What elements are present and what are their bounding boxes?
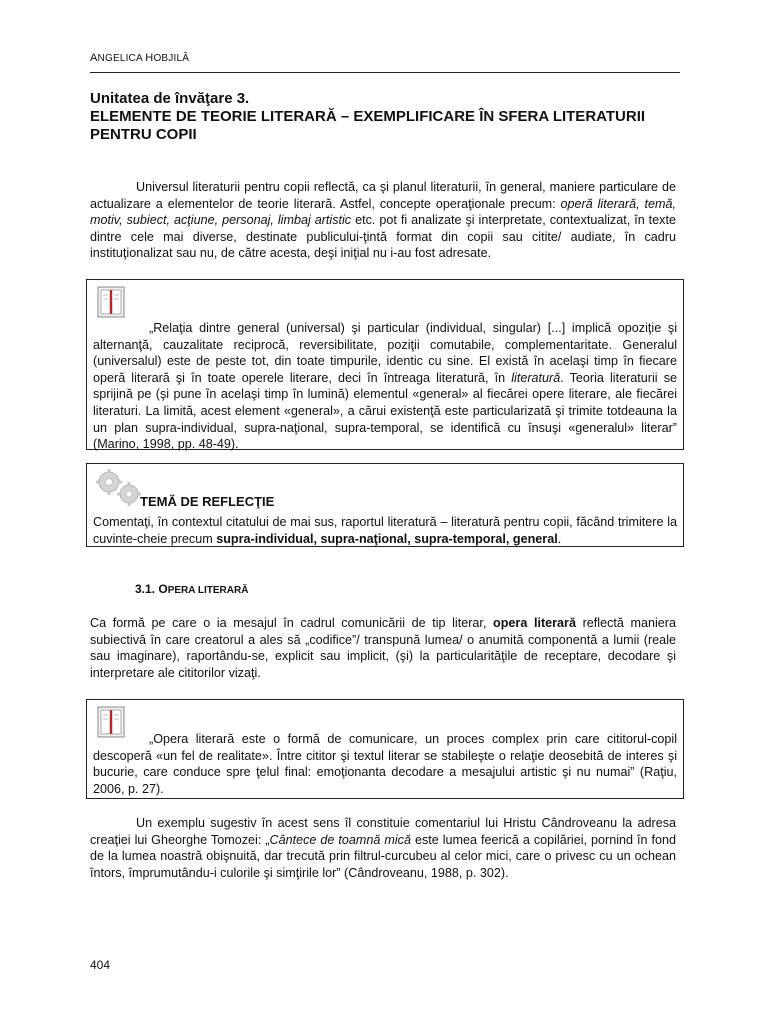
quote-box-ratiu — [86, 699, 684, 799]
gears-icon — [93, 468, 143, 506]
book-icon — [97, 286, 125, 318]
quote-marino-text: „Relaţia dintre general (universal) şi particular (individual, singular) [...] implică opoziţie şi alternanţă, cauzalitate reciprocă, reversibilitate, poziţii comutabile, complementaritate. Generalul (universalul) este de peste tot, din toate timpurile, identic cu sine. El există în acelaşi timp în fiecare operă literară şi în toate operele literare, deci în întreaga literatură, în literatură. Teoria literaturii se sprijină pe (şi pune în acelaşi timp în lumină) elementul «general» al fiecărei opere literare, ale fiecărei literaturi. La limită, acest element «general», a cărui existenţă este particularizată şi trimite totdeauna la un plan supra-individual, supra-naţional, supra-temporal, se identifică cu însuşi «generalul» literar” (Marino, 1998, pp. 48-49). — [93, 321, 677, 452]
header-divider — [90, 72, 680, 73]
opera-paragraph: Ca formă pe care o ia mesajul în cadrul comunicării de tip literar, opera literară reflectă maniera subiectivă în care creatorul a ales să „codifice”/ transpună lumea/ o anumită componentă a lumii (reale sau imaginare), raportându-se, explicit sau implicit, (şi) la particularităţile de receptare, decodare şi interpretare ale cititorilor vizaţi. — [90, 616, 676, 680]
intro-paragraph: Universul literaturii pentru copii reflectă, ca şi planul literaturii, în general, maniere particulare de actualizare a elementelor de teorie literară. Astfel, concepte operaţionale precum: operă literară, temă, motiv, subiect, acţiune, personaj, limbaj artistic etc. pot fi analizate şi interpretate, contextualizat, în texte dintre cele mai diverse, destinate publicului-ţintă format din copii sau citite/ audiate, în cadru instituţionalizat sau nu, de către acesta, deşi iniţial nu i-au fost adresate. — [90, 180, 676, 261]
unit-heading — [90, 90, 690, 144]
quote-box-marino — [86, 279, 684, 450]
candroveanu-paragraph: Un exemplu sugestiv în acest sens îl constituie comentariul lui Hristu Cândroveanu la adresa creaţiei lui Gheorghe Tomozei: „Cântece de toamnă mică este lumea feerică a copilăriei, pornind în fond de la lumea noastră obişnuită, dar trecută prin filtrul-curcubeu al celor mici, care o privesc cu un ochean întors, împrumutându-i culorile şi simţirile lor” (Cândroveanu, 1988, p. 302). — [90, 816, 676, 880]
reflection-box — [86, 463, 684, 547]
reflection-title: TEMĂ DE REFLECŢIE — [140, 494, 275, 509]
page-number: 404 — [90, 958, 111, 972]
unit-title-line2: PENTRU COPII — [90, 126, 197, 143]
quote-ratiu-text: „Opera literară este o formă de comunicare, un proces complex prin care cititorul-copil descoperă «un fel de realitate». Între cititor şi textul literar se stabileşte o relaţie deosebită de interes şi bucurie, care conduce spre ţelul final: emoţionanta decodare a mesajului artistic şi nu numai” (Raţiu, 2006, p. 27). — [93, 732, 677, 796]
unit-number: Unitatea de învăţare 3. — [90, 90, 250, 107]
section-heading: 3.1. OPERA LITERARĂ — [135, 582, 249, 596]
unit-title-line1: ELEMENTE DE TEORIE LITERARĂ – EXEMPLIFICARE ÎN SFERA LITERATURII — [90, 108, 646, 125]
running-header: ANGELICA HOBJILĂ — [90, 52, 190, 64]
reflection-text: Comentaţi, în contextul citatului de mai sus, raportul literatură – literatură pentru copii, făcând trimitere la cuvinte-cheie precum supra-individual, supra-naţional, supra-temporal, general. — [93, 515, 677, 546]
